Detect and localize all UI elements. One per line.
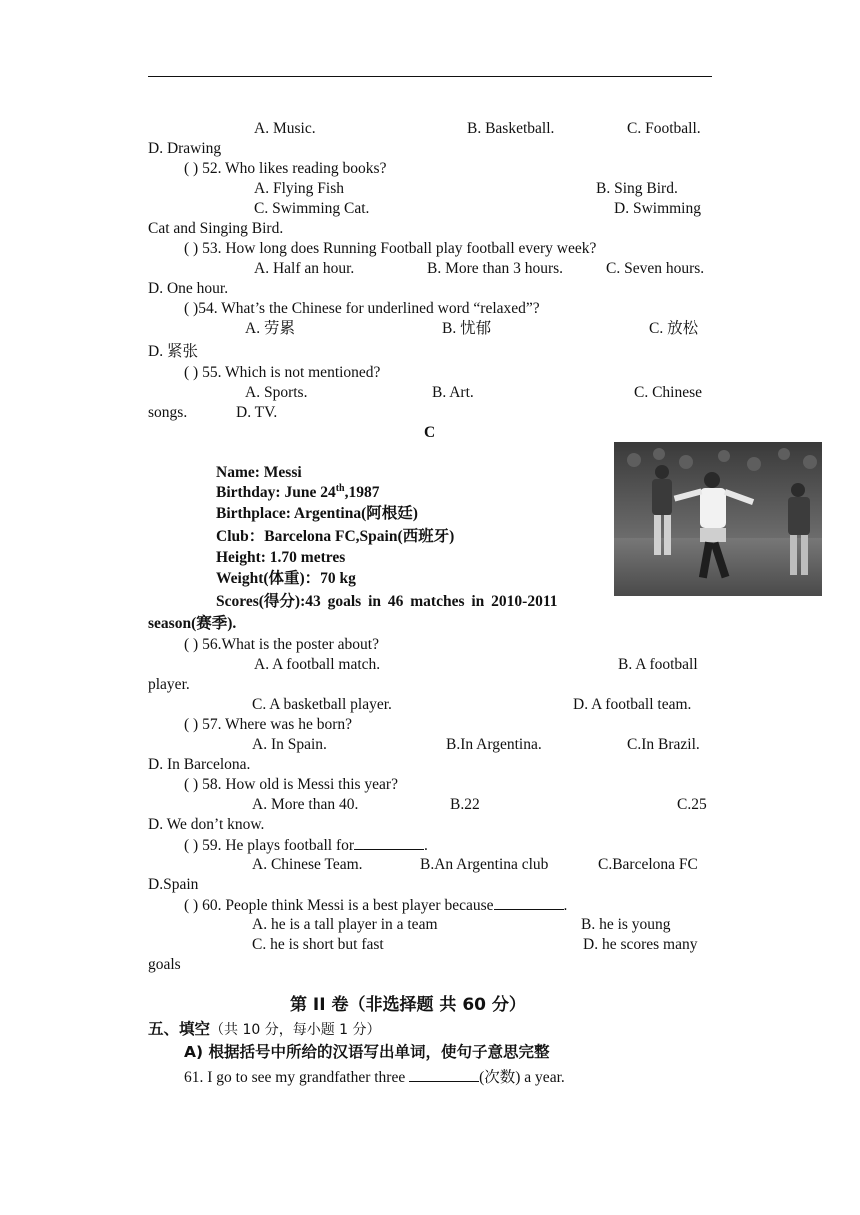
q51-option-a: A. Music. — [254, 120, 316, 137]
q61-answer-blank — [409, 1067, 479, 1082]
q52-stem: ( ) 52. Who likes reading books? — [184, 160, 387, 177]
q55-stem: ( ) 55. Which is not mentioned? — [184, 364, 381, 381]
q57-option-d: D. In Barcelona. — [148, 756, 251, 773]
q59-option-d: D.Spain — [148, 876, 199, 893]
q57-stem: ( ) 57. Where was he born? — [184, 716, 352, 733]
q51-option-b: B. Basketball. — [467, 120, 555, 137]
poster-birthday: Birthday: June 24th,1987 — [216, 482, 380, 501]
q52-option-d-cont: Cat and Singing Bird. — [148, 220, 284, 237]
q56-option-b: B. A football — [618, 656, 698, 673]
q53-stem: ( ) 53. How long does Running Football play football every week? — [184, 240, 597, 257]
q57-option-b: B.In Argentina. — [446, 736, 542, 753]
q54-stem: ( )54. What’s the Chinese for underlined word “relaxed”? — [184, 300, 540, 317]
q53-option-b: B. More than 3 hours. — [427, 260, 564, 277]
q54-option-d: D. 紧张 — [148, 343, 198, 360]
q59-option-a: A. Chinese Team. — [252, 856, 363, 873]
section5-heading: 五、填空（共 10 分，每小题 1 分） — [148, 1020, 381, 1038]
q54-option-b: B. 忧郁 — [442, 320, 492, 337]
q55-option-c: C. Chinese — [634, 384, 703, 401]
q55-option-b: B. Art. — [432, 384, 474, 401]
q56-option-b-cont: player. — [148, 676, 190, 693]
q55-option-c-cont: songs. — [148, 404, 188, 421]
q52-option-a: A. Flying Fish — [254, 180, 345, 197]
q56-stem: ( ) 56.What is the poster about? — [184, 636, 379, 653]
q58-stem: ( ) 58. How old is Messi this year? — [184, 776, 398, 793]
header-rule — [148, 76, 712, 77]
q53-option-c: C. Seven hours. — [606, 260, 705, 277]
q52-option-b: B. Sing Bird. — [596, 180, 678, 197]
q60-option-a: A. he is a tall player in a team — [252, 916, 438, 933]
q52-option-d: D. Swimming — [614, 200, 701, 217]
q60-answer-blank — [494, 895, 564, 910]
q60-stem: ( ) 60. People think Messi is a best player because . — [184, 897, 568, 914]
q57-option-a: A. In Spain. — [252, 736, 327, 753]
poster-birthplace: Birthplace: Argentina(阿根廷) — [216, 505, 418, 522]
q59-answer-blank — [354, 835, 424, 850]
q60-option-b: B. he is young — [581, 916, 671, 933]
q58-option-b: B.22 — [450, 796, 480, 813]
poster-weight: Weight(体重)：70 kg — [216, 570, 356, 587]
q51-option-c: C. Football. — [627, 120, 701, 137]
poster-scores: Scores(得分):43 goals in 46 matches in 2010-2011 — [216, 593, 558, 610]
q56-option-d: D. A football team. — [573, 696, 692, 713]
q59-stem: ( ) 59. He plays football for . — [184, 837, 428, 854]
q56-option-a: A. A football match. — [254, 656, 381, 673]
q60-option-c: C. he is short but fast — [252, 936, 384, 953]
q51-option-d: D. Drawing — [148, 140, 222, 157]
q60-option-d-cont: goals — [148, 956, 181, 973]
q58-option-c: C.25 — [677, 796, 707, 813]
q54-option-c: C. 放松 — [649, 320, 699, 337]
q55-option-d: D. TV. — [236, 404, 278, 421]
q61-sentence: 61. I go to see my grandfather three (次数) a year. — [184, 1069, 565, 1086]
q58-option-d: D. We don’t know. — [148, 816, 265, 833]
section-c-heading: C — [424, 424, 436, 441]
q59-option-b: B.An Argentina club — [420, 856, 549, 873]
poster-club: Club：Barcelona FC,Spain(西班牙) — [216, 528, 455, 545]
section5-a-instruction: A) 根据括号中所给的汉语写出单词，使句子意思完整 — [184, 1043, 550, 1061]
q54-option-a: A. 劳累 — [245, 320, 295, 337]
q56-option-c: C. A basketball player. — [252, 696, 392, 713]
q52-option-c: C. Swimming Cat. — [254, 200, 370, 217]
poster-name: Name: Messi — [216, 464, 302, 481]
q59-option-c: C.Barcelona FC — [598, 856, 698, 873]
q53-option-d: D. One hour. — [148, 280, 229, 297]
q57-option-c: C.In Brazil. — [627, 736, 700, 753]
poster-scores-cont: season(赛季). — [148, 615, 237, 632]
q53-option-a: A. Half an hour. — [254, 260, 355, 277]
poster-height: Height: 1.70 metres — [216, 549, 346, 566]
football-player-photo — [614, 442, 822, 596]
q55-option-a: A. Sports. — [245, 384, 308, 401]
part2-title: 第 II 卷（非选择题 共 60 分） — [290, 995, 526, 1015]
q58-option-a: A. More than 40. — [252, 796, 359, 813]
q60-option-d: D. he scores many — [583, 936, 698, 953]
